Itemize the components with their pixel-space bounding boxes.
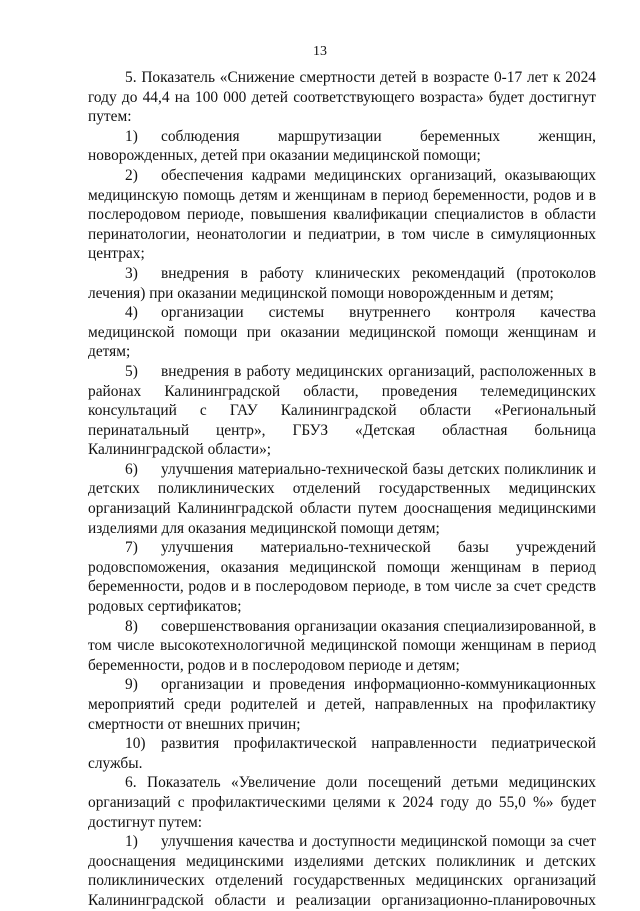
item-number: 10): [125, 735, 146, 753]
item-number: 1): [125, 127, 138, 145]
item-number: 8): [125, 617, 138, 635]
item-number: 3): [125, 264, 138, 282]
list-item: [88, 303, 596, 362]
item-text: совершенствования организации оказания специализированной, в том числе высокотехнологичной медицинской помощи женщинам в период беременности, родов и в послеродовом периоде и детям;: [88, 617, 596, 674]
item-text: соблюдения маршрутизации беременных женщин, новорожденных, детей при оказании медицинской помощи;: [88, 127, 596, 165]
item-text: организации системы внутреннего контроля качества медицинской помощи при оказании медицинской помощи женщинам и детям;: [88, 304, 596, 361]
section-6-list: [88, 832, 596, 910]
item-text: внедрения в работу клинических рекомендаций (протоколов лечения) при оказании медицинской помощи новорожденным и детям;: [88, 264, 596, 302]
item-number: 6): [125, 460, 138, 478]
page-number: 13: [313, 44, 327, 59]
item-text: развития профилактической направленности педиатрической службы.: [88, 735, 596, 772]
item-number: 5): [125, 362, 138, 380]
item-text: улучшения материально-технической базы детских поликлиник и детских поликлинических отделений государственных медицинских организаций Калининградской области путем дооснащения медицинскими изделиями для оказания медицинской помощи детям;: [88, 460, 596, 537]
item-text: организации и проведения информационно-коммуникационных мероприятий среди родителей и детей, направленных на профилактику смертности от внешних причин;: [88, 676, 596, 733]
list-item: [88, 460, 596, 538]
list-item: [88, 832, 596, 910]
list-item: [88, 734, 596, 773]
item-text: улучшения качества и доступности медицинской помощи за счет дооснащения медицинскими изделиями детских поликлиник и детских поликлинических отделений государственных медицинских организаций Калининградской области и реализации организационно-планировочных: [88, 833, 596, 909]
list-item: [88, 538, 596, 616]
item-number: 7): [125, 539, 138, 557]
document-body: [88, 68, 596, 911]
section-5-list: [88, 127, 596, 774]
list-item: [88, 617, 596, 676]
section-6-intro: 6. Показатель «Увеличение доли посещений детьми медицинских организаций с профилактическими целями к 2024 году до 55,0 %» будет достигнут путем:: [88, 774, 596, 831]
list-item: [88, 362, 596, 460]
list-item: [88, 264, 596, 303]
item-text: внедрения в работу медицинских организаций, расположенных в районах Калининградской области, проведения телемедицинских консультаций с ГАУ Калининградской области «Региональный перинатальный центр», ГБУЗ «Детская областная больница Калининградской области»;: [88, 362, 596, 459]
list-item: [88, 127, 596, 166]
item-text: обеспечения кадрами медицинских организаций, оказывающих медицинскую помощь детям и женщинам в период беременности, родов и в послеродовом периоде, повышения квалификации специалистов в области перинатологии, неонатологии и педиатрии, в том числе в симуляционных центрах;: [88, 166, 596, 263]
item-number: 4): [125, 304, 138, 322]
list-item: [88, 166, 596, 264]
item-text: улучшения материально-технической базы учреждений родовспоможения, оказания медицинской помощи женщинам в период беременности, родов и в послеродовом периоде, в том числе за счет средств родовых сертификатов;: [88, 539, 596, 616]
item-number: 9): [125, 676, 138, 694]
list-item: [88, 675, 596, 734]
item-number: 2): [125, 166, 138, 184]
item-number: 1): [125, 833, 138, 851]
section-5-intro: 5. Показатель «Снижение смертности детей в возрасте 0-17 лет к 2024 году до 44,4 на 100 000 детей соответствующего возраста» будет достигнут путем:: [88, 69, 596, 126]
